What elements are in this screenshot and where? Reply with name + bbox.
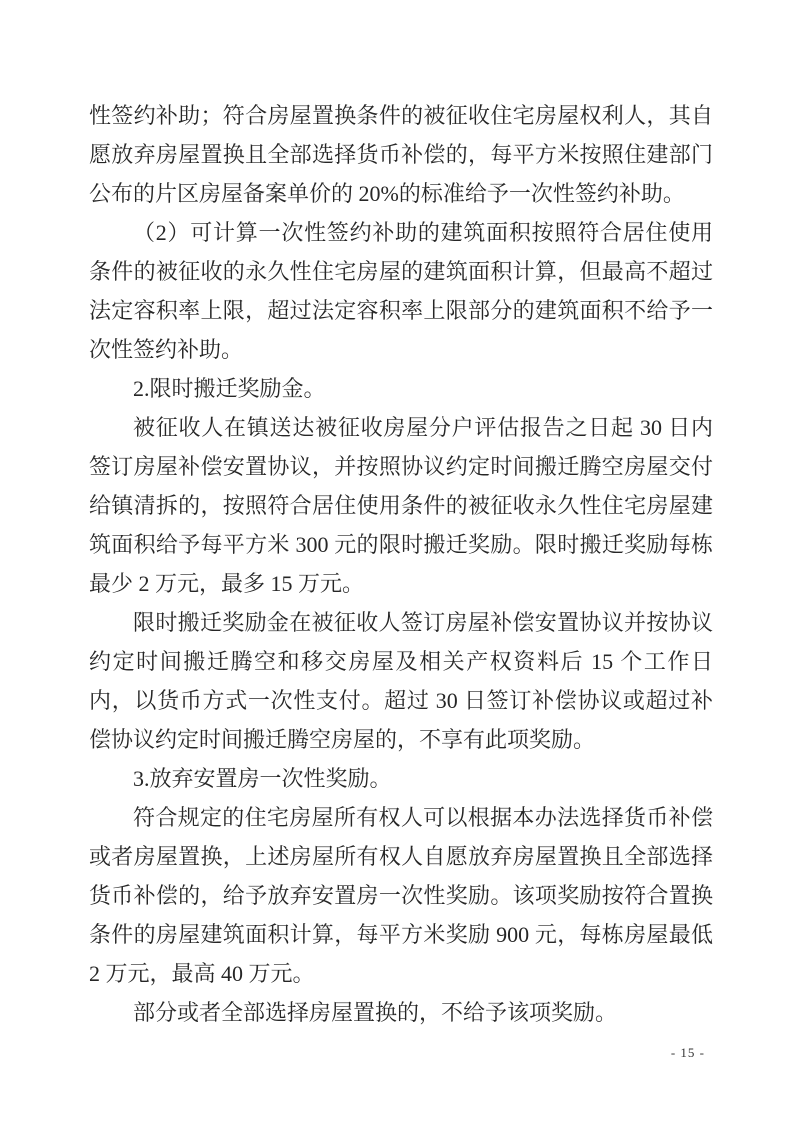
page-number: - 15 -: [670, 1045, 705, 1060]
paragraph-item-2: （2）可计算一次性签约补助的建筑面积按照符合居住使用条件的被征收的永久性住宅房屋的建筑面积计算，但最高不超过法定容积率上限，超过法定容积率上限部分的建筑面积不给予一次性签约补助。: [89, 220, 713, 362]
paragraph-relocation-reward-terms: 被征收人在镇送达被征收房屋分户评估报告之日起 30 日内签订房屋补偿安置协议，并按照协议约定时间搬迁腾空房屋交付给镇清拆的，按照符合居住使用条件的被征收永久性住宅房屋建筑面积给予每平方米 300 元的限时搬迁奖励。限时搬迁奖励每栋最少 2 万元，最多 15 万元。: [89, 415, 713, 596]
paragraph-heading-relocation-reward: 2.限时搬迁奖励金。: [133, 376, 326, 401]
paragraph-heading-waiver-reward: 3.放弃安置房一次性奖励。: [133, 766, 392, 791]
paragraph-continuation: 性签约补助；符合房屋置换条件的被征收住宅房屋权利人，其自愿放弃房屋置换且全部选择货币补偿的，每平方米按照住建部门公布的片区房屋备案单价的 20%的标准给予一次性签约补助。: [89, 103, 713, 206]
paragraph-waiver-reward-terms: 符合规定的住宅房屋所有权人可以根据本办法选择货币补偿或者房屋置换，上述房屋所有权人自愿放弃房屋置换且全部选择货币补偿的，给予放弃安置房一次性奖励。该项奖励按符合置换条件的房屋建筑面积计算，每平方米奖励 900 元，每栋房屋最低 2 万元，最高 40 万元。: [89, 805, 713, 986]
paragraph-waiver-reward-exclusion: 部分或者全部选择房屋置换的，不给予该项奖励。: [133, 1000, 618, 1025]
paragraph-relocation-reward-payment: 限时搬迁奖励金在被征收人签订房屋补偿安置协议并按协议约定时间搬迁腾空和移交房屋及相关产权资料后 15 个工作日内，以货币方式一次性支付。超过 30 日签订补偿协议或超过补偿协议约定时间搬迁腾空房屋的，不享有此项奖励。: [89, 610, 713, 752]
document-body: [89, 96, 713, 1032]
